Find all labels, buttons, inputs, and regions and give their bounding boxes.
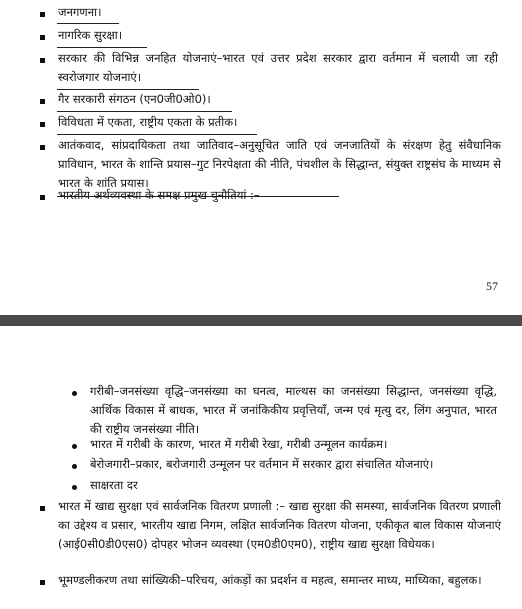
list-item-text: भारतीय अर्थव्यवस्था के समक्ष प्रमुख चुनौतियां :–: [58, 188, 260, 202]
page-divider: [0, 315, 522, 326]
bullet-dot-icon: [72, 464, 77, 469]
document-page-58: [0, 326, 522, 609]
bullet-square-icon: [40, 99, 45, 104]
sub-list-item-text: गरीबी–जनसंख्या वृद्धि–जनसंख्या का घनत्व, माल्थस का जनसंख्या सिद्धान्त, जनसंख्या वृद्धि, आर्थिक विकास में बाधक, भारत में जनांकिकीय प्रवृत्तियाँ, जन्म एवं मृत्यु दर, लिंग अनुपात, भारत की राष्ट्रीय जनसंख्या नीति।: [90, 384, 497, 436]
list-item: [58, 571, 501, 590]
separator-line: [57, 23, 119, 24]
list-item-text: जनगणना।: [58, 5, 102, 19]
list-item-text: सरकार की विभिन्न जनहित योजनाएं–भारत एवं उत्तर प्रदेश सरकार द्वारा वर्तमान में चलायी जा रही स्वरोजगार योजनाएं।: [58, 51, 498, 84]
list-item: [58, 3, 498, 22]
list-item-text: नागरिक सुरक्षा।: [58, 28, 123, 42]
bullet-square-icon: [40, 506, 45, 511]
sub-list-item-text: साक्षरता दर: [90, 478, 138, 492]
sub-list-item: [90, 455, 500, 474]
list-item: [58, 186, 498, 205]
sub-list-item: [90, 435, 500, 454]
list-item-text: भूमण्डलीकरण तथा सांख्यिकी–परिचय, आंकड़ों का प्रदर्शन व महत्व, समान्तर माध्य, माध्यिका, बहुलक।: [58, 573, 482, 587]
list-item-text: आतंकवाद, सांप्रदायिकता तथा जातिवाद–अनुसूचित जाति एवं जनजातियों के संरक्षण हेतु संवैधानिक प्राविधान, भारत के शान्ति प्रयास–गुट निरपेक्षता की नीति, पंचशील के सिद्धान्त, संयुक्त राष्ट्रसंघ के माध्यम से भारत के शांति प्रयास।: [58, 138, 501, 190]
bullet-square-icon: [40, 195, 45, 200]
separator-line: [57, 134, 257, 135]
list-item-text: गैर सरकारी संगठन (एन0जी0ओ0)।: [58, 92, 211, 106]
bullet-square-icon: [40, 35, 45, 40]
bullet-dot-icon: [72, 391, 77, 396]
list-item-text: भारत में खाद्य सुरक्षा एवं सार्वजनिक वितरण प्रणाली :– खाद्य सुरक्षा की समस्या, सार्वजनिक वितरण प्रणाली का उद्देश्य व प्रसार, भारतीय खाद्य निगम, लक्षित सार्वजनिक वितरण योजना, एकीकृत बाल विकास योजनाएं (आई0सी0डी0एस0) दोपहर भोजन व्यवस्था (एम0डी0एम0), राष्ट्रीय खाद्य सुरक्षा विधेयक।: [58, 499, 501, 551]
bullet-square-icon: [40, 145, 45, 150]
list-item: [58, 136, 501, 193]
separator-line: [57, 47, 147, 48]
separator-line: [57, 111, 232, 112]
bullet-square-icon: [40, 122, 45, 127]
list-item: [58, 49, 498, 87]
list-item: [58, 90, 498, 109]
sub-list-item-text: भारत में गरीबी के कारण, भारत में गरीबी रेखा, गरीबी उन्मूलन कार्यक्रम।: [90, 437, 388, 451]
page-number: 57: [486, 279, 498, 293]
list-item-text: विविधता में एकता, राष्ट्रीय एकता के प्रतीक।: [58, 115, 238, 129]
bullet-square-icon: [40, 58, 45, 63]
sub-list-item: [90, 476, 500, 495]
sub-list-item: [90, 382, 497, 439]
bullet-square-icon: [40, 580, 45, 585]
bullet-dot-icon: [72, 485, 77, 490]
list-item: [58, 497, 501, 554]
bullet-dot-icon: [72, 444, 77, 449]
sub-list-item-text: बेरोजगारी–प्रकार, बरोजगारी उन्मूलन पर वर्तमान में सरकार द्वारा संचालित योजनाएं।: [90, 457, 434, 471]
bullet-square-icon: [40, 12, 45, 17]
list-item: [58, 113, 498, 132]
list-item: [58, 26, 498, 45]
